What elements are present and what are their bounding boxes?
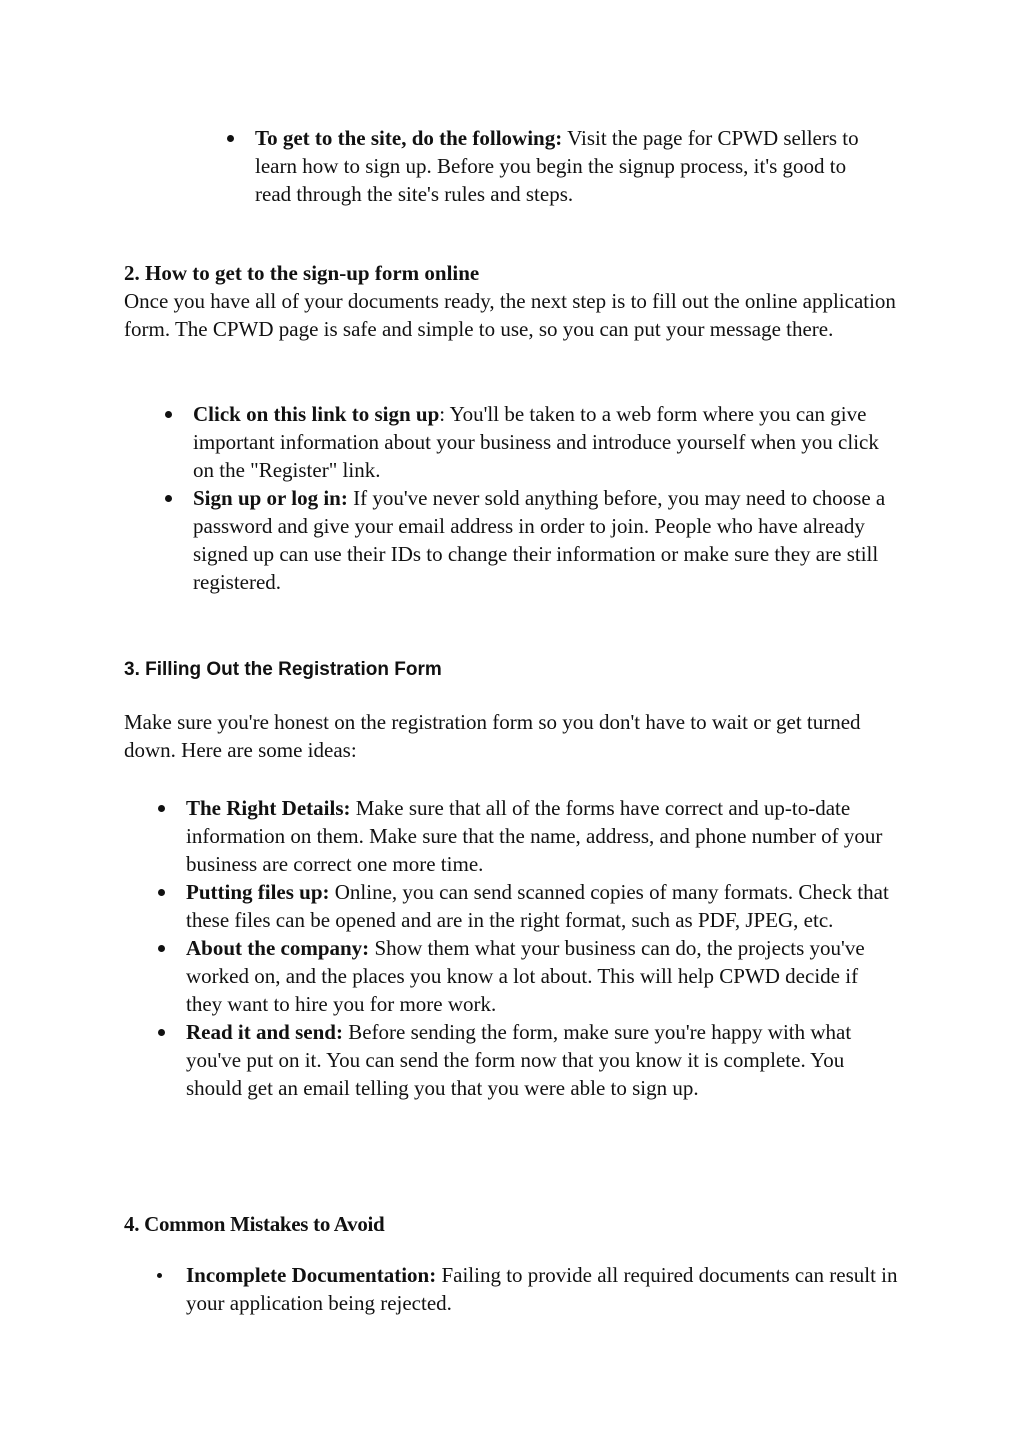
list-item [193,400,905,484]
list-item-term: The Right Details: [186,796,351,820]
list-item [186,794,898,878]
section-heading: 3. Filling Out the Registration Form [124,659,442,680]
bullet-icon [158,805,165,812]
bullet-icon [165,411,172,418]
section-intro: Make sure you're honest on the registration form so you don't have to wait or get turned down. Here are some ideas: [124,710,861,762]
bullet-icon [158,945,165,952]
common-mistakes-list [186,1261,898,1317]
list-item-text: : You'll be taken to a web form where you can give important information about your business and introduce yourself when you click on the "Register" link. [193,402,879,482]
list-item-term: Click on this link to sign up [193,402,440,426]
list-item [186,878,898,934]
list-item [255,124,875,208]
list-item-text: Online, you can send scanned copies of many formats. Check that these files can be opened and are in the right format, such as PDF, JPEG, etc. [186,880,889,932]
bullet-icon [165,495,172,502]
signup-steps-list [193,400,905,596]
bullet-icon [158,1029,165,1036]
bullet-icon [157,1273,162,1278]
list-item-text: Show them what your business can do, the projects you've worked on, and the places you know a lot about. This will help CPWD decide if they want to hire you for more work. [186,936,865,1016]
list-item [186,934,898,1018]
list-item-term: To get to the site, do the following: [255,126,563,150]
list-item-term: About the company: [186,936,370,960]
list-item-text: Before sending the form, make sure you're happy with what you've put on it. You can send the form now that you know it is complete. You should get an email telling you that you were able to sign up. [186,1020,852,1100]
section-heading: 2. How to get to the sign-up form online [124,261,480,285]
list-item-text: Failing to provide all required documents can result in your application being rejected. [186,1263,898,1315]
list-item [193,484,905,596]
registration-tips-list [186,794,898,1102]
site-access-list [255,124,875,208]
list-item [186,1018,898,1102]
section-heading: 4. Common Mistakes to Avoid [124,1212,385,1236]
list-item-text: Visit the page for CPWD sellers to learn how to sign up. Before you begin the signup process, it's good to read through the site's rules and steps. [255,126,859,206]
list-item-text: If you've never sold anything before, you may need to choose a password and give your email address in order to join. People who have already signed up can use their IDs to change their information or make sure they are still registered. [193,486,886,594]
list-item-term: Sign up or log in: [193,486,348,510]
section-intro: Once you have all of your documents ready, the next step is to fill out the online application form. The CPWD page is safe and simple to use, so you can put your message there. [124,289,896,341]
bullet-icon [158,889,165,896]
list-item-text: Make sure that all of the forms have correct and up-to-date information on them. Make sure that the name, address, and phone number of your business are correct one more time. [186,796,883,876]
bullet-icon [227,135,234,142]
list-item-term: Incomplete Documentation: [186,1263,437,1287]
list-item-term: Read it and send: [186,1020,343,1044]
list-item [186,1261,898,1317]
list-item-term: Putting files up: [186,880,330,904]
